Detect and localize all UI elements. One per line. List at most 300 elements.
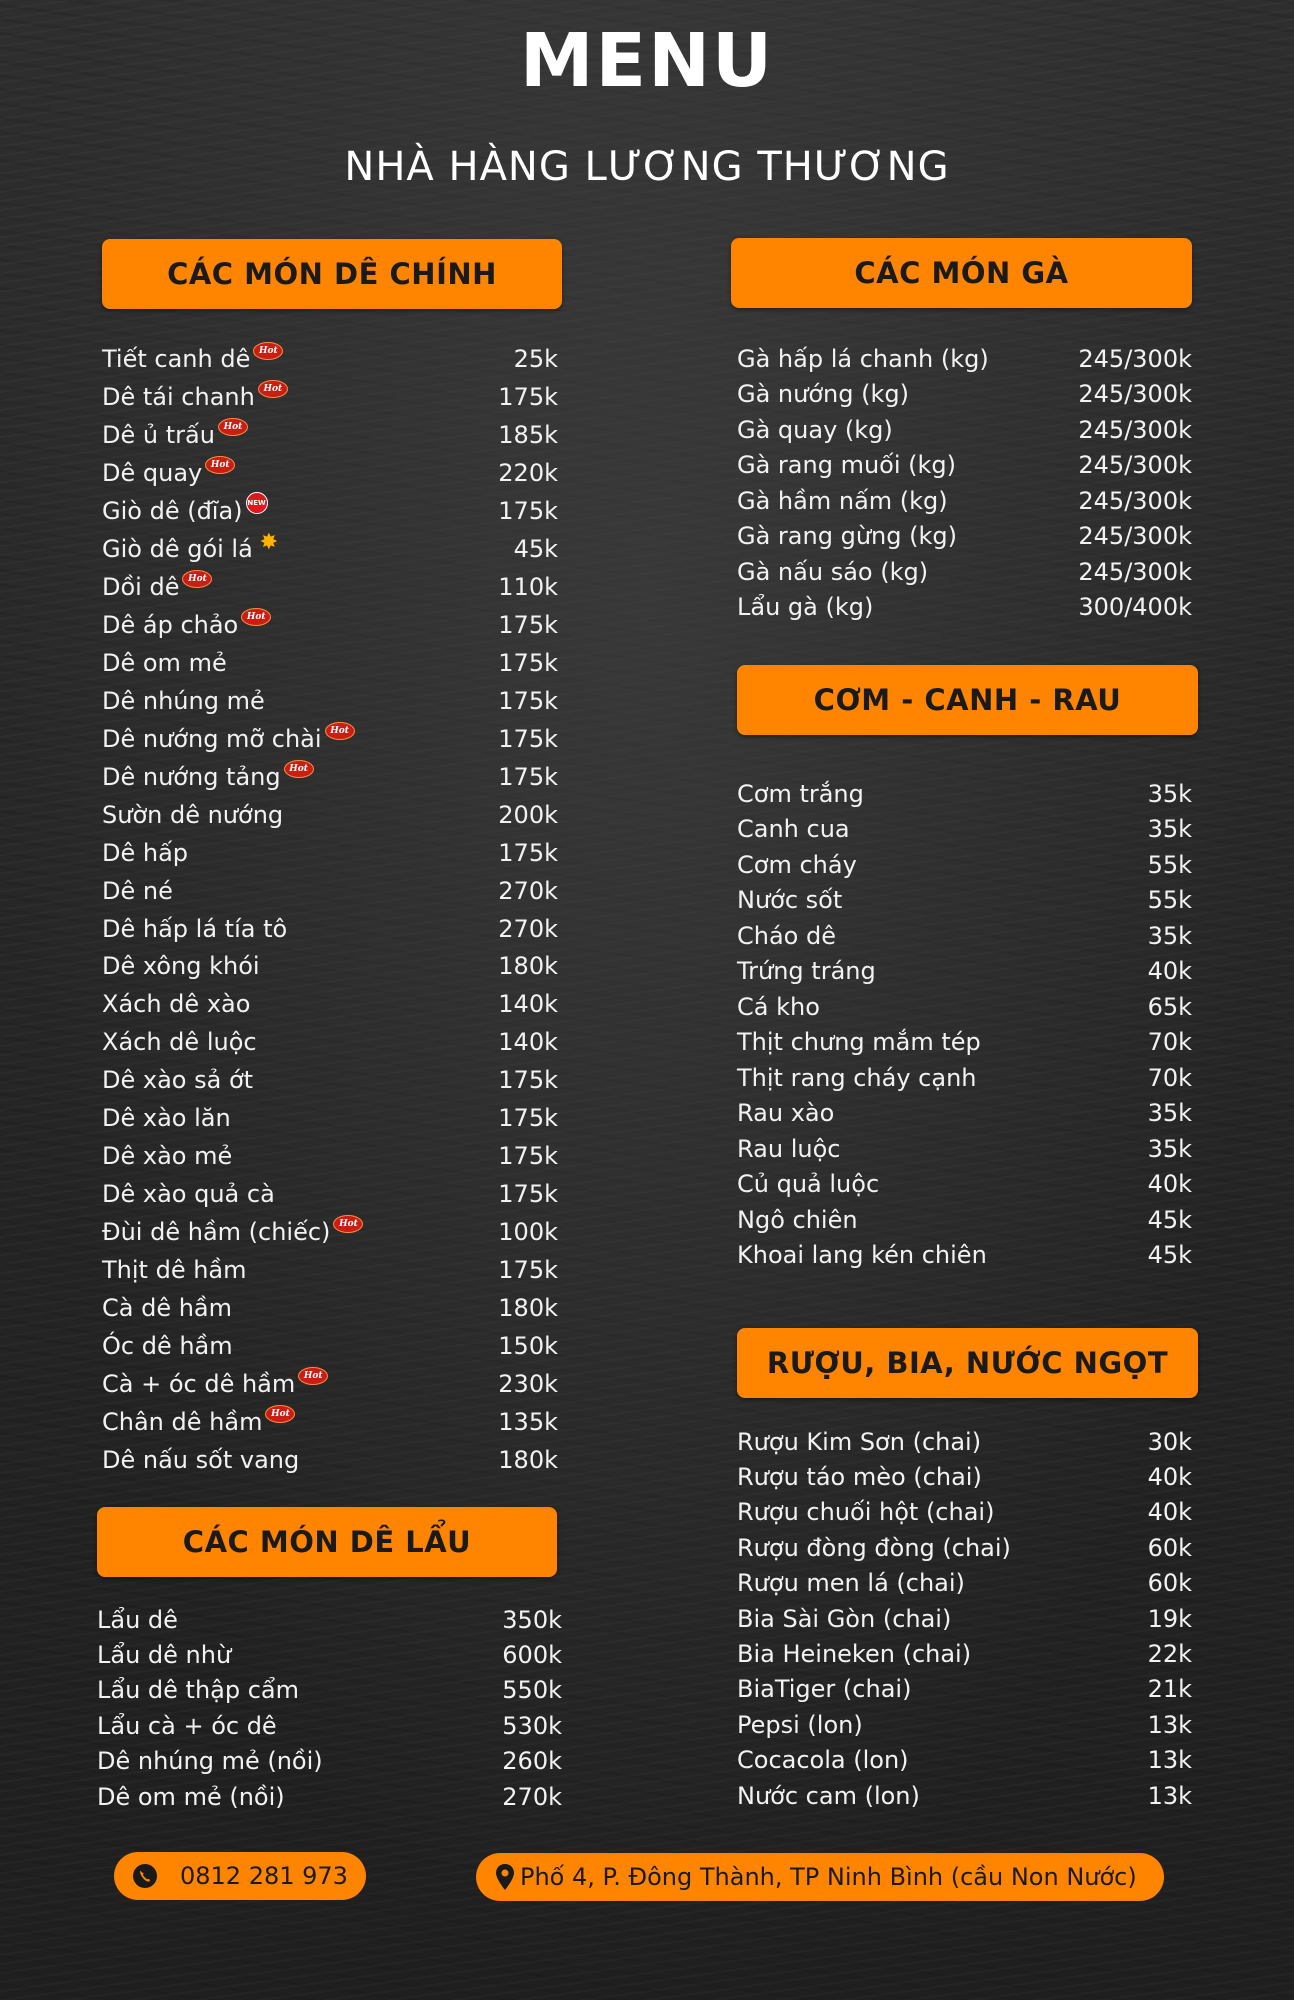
menu-item [737, 1778, 1192, 1813]
hot-badge-icon: Hot [298, 1367, 328, 1385]
menu-item [97, 1673, 562, 1708]
menu-item-name [737, 1534, 1011, 1562]
menu-item-name [737, 416, 893, 444]
menu-item-name [102, 459, 235, 487]
menu-item-label: Khoai lang kén chiên [737, 1241, 987, 1270]
hot-badge-icon: Hot [265, 1405, 295, 1423]
menu-item [737, 954, 1192, 990]
menu-item [97, 1708, 562, 1743]
hot-badge-icon: Hot [333, 1215, 363, 1233]
menu-item-price: 600k [502, 1641, 562, 1670]
menu-item-label: Ngô chiên [737, 1205, 858, 1234]
menu-item-label: Dê tái chanh [102, 382, 255, 411]
menu-item-label: Pepsi (lon) [737, 1710, 863, 1739]
menu-item-label: Củ quả luộc [737, 1170, 880, 1199]
menu-item [102, 1251, 558, 1289]
menu-item-price: 175k [498, 838, 558, 867]
menu-item-price: 550k [502, 1676, 562, 1705]
menu-item-price: 19k [1147, 1604, 1192, 1633]
menu-item-label: Lẩu gà (kg) [737, 593, 874, 622]
menu-item-name [102, 1218, 363, 1246]
section-header-ga: CÁC MÓN GÀ [731, 238, 1192, 308]
menu-item [737, 341, 1192, 377]
menu-item [737, 1459, 1192, 1494]
menu-item-price: 13k [1147, 1781, 1192, 1810]
menu-item-name [97, 1747, 323, 1775]
menu-item-name [102, 725, 355, 753]
menu-item-price: 55k [1147, 850, 1192, 879]
menu-item-name [737, 815, 850, 843]
menu-item [102, 682, 558, 720]
menu-item [737, 377, 1192, 413]
menu-item-label: Dồi dê [102, 572, 180, 601]
menu-item [97, 1779, 562, 1814]
menu-item [737, 554, 1192, 590]
menu-item-label: Thịt rang cháy cạnh [737, 1063, 977, 1092]
menu-item-price: 135k [498, 1408, 558, 1437]
menu-item-label: Xách dê xào [102, 990, 251, 1019]
menu-item-label: Cơm cháy [737, 850, 857, 879]
menu-item-label: Lẩu cà + óc dê [97, 1711, 277, 1740]
menu-item-name [102, 421, 248, 449]
menu-item-label: Đùi dê hầm (chiếc) [102, 1218, 331, 1247]
menu-item-price: 245/300k [1078, 522, 1192, 551]
menu-item-price: 530k [502, 1711, 562, 1740]
menu-item-name [737, 1498, 994, 1526]
menu-item-price: 270k [502, 1782, 562, 1811]
menu-item [102, 378, 558, 416]
menu-item-name [102, 1066, 253, 1094]
menu-item-name [737, 1640, 971, 1668]
menu-item-price: 175k [498, 382, 558, 411]
menu-item-name [102, 1446, 299, 1474]
menu-item-price: 175k [498, 496, 558, 525]
menu-item [737, 590, 1192, 626]
menu-item [102, 454, 558, 492]
hot-badge-icon: Hot [205, 456, 235, 474]
menu-item-price: 150k [498, 1332, 558, 1361]
menu-item-label: Canh cua [737, 815, 850, 844]
menu-item [102, 720, 558, 758]
address-pill[interactable] [476, 1853, 1164, 1901]
menu-item-price: 35k [1147, 1134, 1192, 1163]
menu-item-label: Gà rang gừng (kg) [737, 522, 957, 551]
menu-item-price: 60k [1147, 1569, 1192, 1598]
menu-item-label: Dê hấp lá tía tô [102, 914, 288, 943]
menu-item [102, 530, 558, 568]
menu-item [102, 1365, 558, 1403]
menu-item [102, 1175, 558, 1213]
menu-item [97, 1637, 562, 1672]
menu-item-price: 45k [1147, 1205, 1192, 1234]
menu-item-label: Nước cam (lon) [737, 1781, 920, 1810]
menu-title: MENU [519, 18, 775, 104]
menu-item-price: 220k [498, 458, 558, 487]
hot-badge-icon: Hot [258, 380, 288, 398]
menu-item-label: Dê xào mẻ [102, 1142, 233, 1171]
menu-item-label: Dê nấu sốt vang [102, 1446, 300, 1475]
menu-item [737, 519, 1192, 555]
menu-item [102, 796, 558, 834]
menu-item-price: 140k [498, 990, 558, 1019]
menu-item-price: 65k [1147, 992, 1192, 1021]
menu-item-label: Bia Heineken (chai) [737, 1640, 972, 1669]
menu-item-price: 175k [498, 1066, 558, 1095]
menu-item-name [737, 886, 842, 914]
menu-item [737, 1060, 1192, 1096]
menu-item-name [102, 687, 265, 715]
menu-item [737, 1131, 1192, 1167]
menu-item-name [97, 1783, 285, 1811]
menu-item-name [97, 1712, 277, 1740]
menu-item-label: Óc dê hầm [102, 1332, 233, 1361]
menu-item-label: Dê om mẻ (nồi) [97, 1782, 285, 1811]
menu-item-label: Giò dê gói lá [102, 534, 253, 563]
menu-item-label: Cà dê hầm [102, 1294, 233, 1323]
menu-list-de-chinh [102, 340, 558, 1479]
menu-item-price: 35k [1147, 1099, 1192, 1128]
menu-item-name [102, 1180, 275, 1208]
menu-item [102, 1023, 558, 1061]
menu-item-label: Chân dê hầm [102, 1408, 263, 1437]
menu-item-name [737, 593, 873, 621]
menu-item-price: 35k [1147, 921, 1192, 950]
hot-badge-icon: Hot [182, 570, 212, 588]
menu-item-name [97, 1676, 299, 1704]
menu-item [102, 758, 558, 796]
menu-item-label: Dê ủ trấu [102, 420, 215, 449]
menu-item-price: 185k [498, 420, 558, 449]
menu-item [737, 1707, 1192, 1742]
menu-item-price: 30k [1147, 1427, 1192, 1456]
menu-item [737, 1096, 1192, 1132]
hot-badge-icon: Hot [218, 418, 248, 436]
menu-item [102, 416, 558, 454]
menu-item [102, 492, 558, 530]
menu-item-name [737, 487, 948, 515]
menu-item-label: Cá kho [737, 992, 820, 1021]
menu-item-price: 245/300k [1078, 486, 1192, 515]
menu-item-price: 180k [498, 1446, 558, 1475]
menu-item-name [97, 1606, 178, 1634]
menu-item-label: Dê nướng mỡ chài [102, 724, 322, 753]
menu-item-label: Bia Sài Gòn (chai) [737, 1604, 952, 1633]
menu-item-price: 140k [498, 1028, 558, 1057]
menu-item-price: 260k [502, 1747, 562, 1776]
menu-item-name [102, 915, 287, 943]
menu-item-name [737, 1170, 879, 1198]
menu-item-price: 40k [1147, 957, 1192, 986]
menu-item-label: Dê xào lăn [102, 1104, 231, 1133]
menu-item [737, 1566, 1192, 1601]
menu-item [737, 1238, 1192, 1274]
menu-item-label: Gà hầm nấm (kg) [737, 486, 948, 515]
menu-item-price: 270k [498, 876, 558, 905]
menu-item-label: Lẩu dê [97, 1605, 178, 1634]
menu-item-price: 45k [1147, 1241, 1192, 1270]
menu-item-price: 230k [498, 1370, 558, 1399]
menu-item-label: Thịt dê hầm [102, 1256, 247, 1285]
menu-item [97, 1602, 562, 1637]
menu-item-name [737, 345, 989, 373]
menu-item-price: 245/300k [1078, 344, 1192, 373]
menu-item [102, 872, 558, 910]
menu-item [102, 644, 558, 682]
menu-item [737, 483, 1192, 519]
menu-item-price: 200k [498, 800, 558, 829]
menu-item-name [737, 1782, 920, 1810]
menu-item-name [102, 1294, 232, 1322]
menu-item [102, 910, 558, 948]
menu-item-name [102, 952, 260, 980]
menu-item [737, 918, 1192, 954]
menu-item [737, 1672, 1192, 1707]
menu-item-name [737, 993, 820, 1021]
menu-item-label: Dê om mẻ [102, 648, 227, 677]
menu-item-label: Rau xào [737, 1099, 835, 1128]
menu-item-label: Lẩu dê thập cẩm [97, 1676, 300, 1705]
menu-item-price: 245/300k [1078, 380, 1192, 409]
menu-item-label: Cà + óc dê hầm [102, 1370, 296, 1399]
menu-item-label: Gà hấp lá chanh (kg) [737, 344, 989, 373]
menu-item-name [102, 1332, 233, 1360]
menu-item-price: 175k [498, 686, 558, 715]
menu-item [102, 1289, 558, 1327]
menu-item-name [737, 1463, 982, 1491]
menu-item [737, 812, 1192, 848]
menu-item-price: 175k [498, 762, 558, 791]
menu-item-name [737, 1605, 951, 1633]
menu-item [102, 606, 558, 644]
menu-item-label: Sườn dê nướng [102, 800, 284, 829]
menu-item-label: Dê nhúng mẻ [102, 686, 265, 715]
menu-item-name [102, 649, 227, 677]
menu-item-label: Rượu men lá (chai) [737, 1569, 965, 1598]
menu-item-name [737, 1428, 981, 1456]
menu-item-price: 13k [1147, 1746, 1192, 1775]
menu-item [102, 834, 558, 872]
menu-item-label: Trứng tráng [737, 957, 876, 986]
section-header-de-chinh: CÁC MÓN DÊ CHÍNH [102, 239, 562, 309]
menu-item-name [737, 1241, 987, 1269]
menu-item-name [102, 1028, 257, 1056]
menu-item-price: 70k [1147, 1028, 1192, 1057]
menu-item-name [102, 1256, 247, 1284]
menu-item-name [737, 1064, 977, 1092]
menu-item-price: 21k [1147, 1675, 1192, 1704]
menu-item-label: Gà nấu sáo (kg) [737, 557, 929, 586]
menu-item-label: Dê quay [102, 458, 203, 487]
menu-item [737, 1530, 1192, 1565]
menu-item-label: Thịt chưng mắm tép [737, 1028, 981, 1057]
menu-item-label: Rượu Kim Sơn (chai) [737, 1427, 982, 1456]
menu-item-label: Gà nướng (kg) [737, 380, 909, 409]
menu-item-price: 175k [498, 1180, 558, 1209]
section-header-com-canh-rau: CƠM - CANH - RAU [737, 665, 1198, 735]
menu-item-name [737, 851, 857, 879]
menu-item-price: 180k [498, 1294, 558, 1323]
menu-item-price: 175k [498, 610, 558, 639]
menu-item-price: 245/300k [1078, 415, 1192, 444]
menu-item-name [737, 957, 876, 985]
menu-item-label: Rau luộc [737, 1134, 841, 1163]
menu-item-price: 175k [498, 1256, 558, 1285]
menu-item-price: 40k [1147, 1463, 1192, 1492]
menu-list-do-uong [737, 1424, 1192, 1813]
section-header-de-lau: CÁC MÓN DÊ LẨU [97, 1507, 557, 1577]
menu-item [97, 1744, 562, 1779]
menu-item-name [737, 1675, 911, 1703]
menu-item [737, 1636, 1192, 1671]
menu-item-price: 175k [498, 1142, 558, 1171]
menu-item [737, 1025, 1192, 1061]
menu-item-name [102, 877, 173, 905]
menu-item [737, 1601, 1192, 1636]
menu-item-name [737, 1135, 840, 1163]
menu-item [737, 989, 1192, 1025]
menu-item-price: 35k [1147, 779, 1192, 808]
menu-item-name [737, 1711, 863, 1739]
menu-item [737, 412, 1192, 448]
menu-item [102, 1213, 558, 1251]
menu-item [102, 1099, 558, 1137]
menu-item-price: 35k [1147, 815, 1192, 844]
menu-item-name [737, 780, 864, 808]
menu-item-price: 13k [1147, 1710, 1192, 1739]
phone-number[interactable]: 0812 281 973 [180, 1862, 348, 1890]
menu-item-name [102, 573, 212, 601]
menu-item [102, 340, 558, 378]
menu-list-ga [737, 341, 1192, 625]
menu-item-name [102, 497, 268, 525]
menu-item-name [737, 1099, 834, 1127]
menu-item-price: 180k [498, 952, 558, 981]
menu-item-name [102, 383, 288, 411]
menu-item [737, 448, 1192, 484]
menu-item [737, 776, 1192, 812]
menu-item-price: 70k [1147, 1063, 1192, 1092]
menu-item-label: Tiết canh dê [102, 344, 251, 373]
menu-item-price: 175k [498, 648, 558, 677]
menu-item-label: Dê xào sả ớt [102, 1066, 254, 1095]
menu-item-name [102, 1370, 328, 1398]
menu-item-label: Giò dê (đĩa) [102, 496, 243, 525]
menu-item-price: 22k [1147, 1640, 1192, 1669]
menu-item-name [102, 611, 271, 639]
menu-item-label: Rượu táo mèo (chai) [737, 1463, 982, 1492]
menu-item-price: 245/300k [1078, 557, 1192, 586]
menu-item-label: Gà quay (kg) [737, 415, 893, 444]
menu-item [102, 1137, 558, 1175]
menu-item-price: 300/400k [1078, 593, 1192, 622]
menu-item-label: Dê xông khói [102, 952, 260, 981]
menu-item-price: 55k [1147, 886, 1192, 915]
hot-badge-icon: Hot [241, 608, 271, 626]
menu-item-name [737, 922, 836, 950]
menu-item-price: 270k [498, 914, 558, 943]
address-text[interactable]: Phố 4, P. Đông Thành, TP Ninh Bình (cầu Non Nước) [520, 1863, 1137, 1891]
menu-item-name [737, 1746, 909, 1774]
menu-item-name [737, 380, 909, 408]
map-pin-icon [494, 1863, 516, 1891]
menu-item-label: Nước sốt [737, 886, 843, 915]
menu-item-label: Dê áp chảo [102, 610, 239, 639]
menu-item-price: 40k [1147, 1170, 1192, 1199]
menu-item [737, 847, 1192, 883]
menu-item [102, 948, 558, 986]
menu-item-price: 25k [513, 344, 558, 373]
hot-badge-icon: Hot [253, 342, 283, 360]
menu-item-label: Dê né [102, 876, 173, 905]
phone-icon [132, 1863, 158, 1889]
menu-item-name [102, 1142, 232, 1170]
menu-item-label: Cocacola (lon) [737, 1746, 909, 1775]
menu-item-label: Rượu đòng đòng (chai) [737, 1533, 1011, 1562]
menu-item-label: Gà rang muối (kg) [737, 451, 957, 480]
menu-item [102, 1403, 558, 1441]
menu-item-name [102, 990, 250, 1018]
menu-item-price: 175k [498, 724, 558, 753]
menu-item-price: 175k [498, 1104, 558, 1133]
menu-item-price: 60k [1147, 1533, 1192, 1562]
menu-item-label: BiaTiger (chai) [737, 1675, 912, 1704]
menu-item-name [97, 1641, 231, 1669]
menu-item-label: Cháo dê [737, 921, 836, 950]
menu-item [102, 985, 558, 1023]
menu-item-name [102, 345, 283, 373]
menu-item-label: Dê xào quả cà [102, 1180, 275, 1209]
menu-list-com-canh-rau [737, 776, 1192, 1273]
menu-item-name [737, 558, 928, 586]
menu-item-price: 45k [513, 534, 558, 563]
menu-item-price: 110k [498, 572, 558, 601]
menu-item-price: 100k [498, 1218, 558, 1247]
menu-item [102, 1061, 558, 1099]
menu-item [737, 1202, 1192, 1238]
hot-badge-icon: Hot [325, 722, 355, 740]
menu-item [737, 883, 1192, 919]
hot-badge-icon: Hot [284, 760, 314, 778]
menu-item [102, 1327, 558, 1365]
menu-item-name [102, 839, 188, 867]
menu-item-label: Rượu chuối hột (chai) [737, 1498, 995, 1527]
menu-item [737, 1743, 1192, 1778]
menu-item-label: Dê hấp [102, 838, 189, 867]
menu-item-name [737, 1569, 965, 1597]
menu-item-name [102, 763, 314, 791]
menu-item [737, 1424, 1192, 1459]
menu-item [737, 1495, 1192, 1530]
menu-item-name [102, 1408, 295, 1436]
menu-item-label: Dê nhúng mẻ (nồi) [97, 1747, 323, 1776]
menu-item-name [737, 522, 957, 550]
menu-item-name [102, 1104, 231, 1132]
menu-item-label: Lẩu dê nhừ [97, 1641, 232, 1670]
menu-item-name [737, 451, 956, 479]
menu-item [102, 568, 558, 606]
menu-item-label: Dê nướng tảng [102, 762, 281, 791]
restaurant-name: NHÀ HÀNG LƯƠNG THƯƠNG [344, 144, 950, 190]
menu-item-name [102, 801, 283, 829]
menu-item-label: Xách dê luộc [102, 1028, 257, 1057]
phone-pill[interactable] [114, 1852, 366, 1900]
menu-list-de-lau [97, 1602, 562, 1814]
menu-item [102, 1441, 558, 1479]
menu-item-price: 350k [502, 1605, 562, 1634]
menu-item-price: 245/300k [1078, 451, 1192, 480]
menu-item-name [102, 529, 282, 563]
star-badge-icon: ✸ [259, 529, 279, 555]
